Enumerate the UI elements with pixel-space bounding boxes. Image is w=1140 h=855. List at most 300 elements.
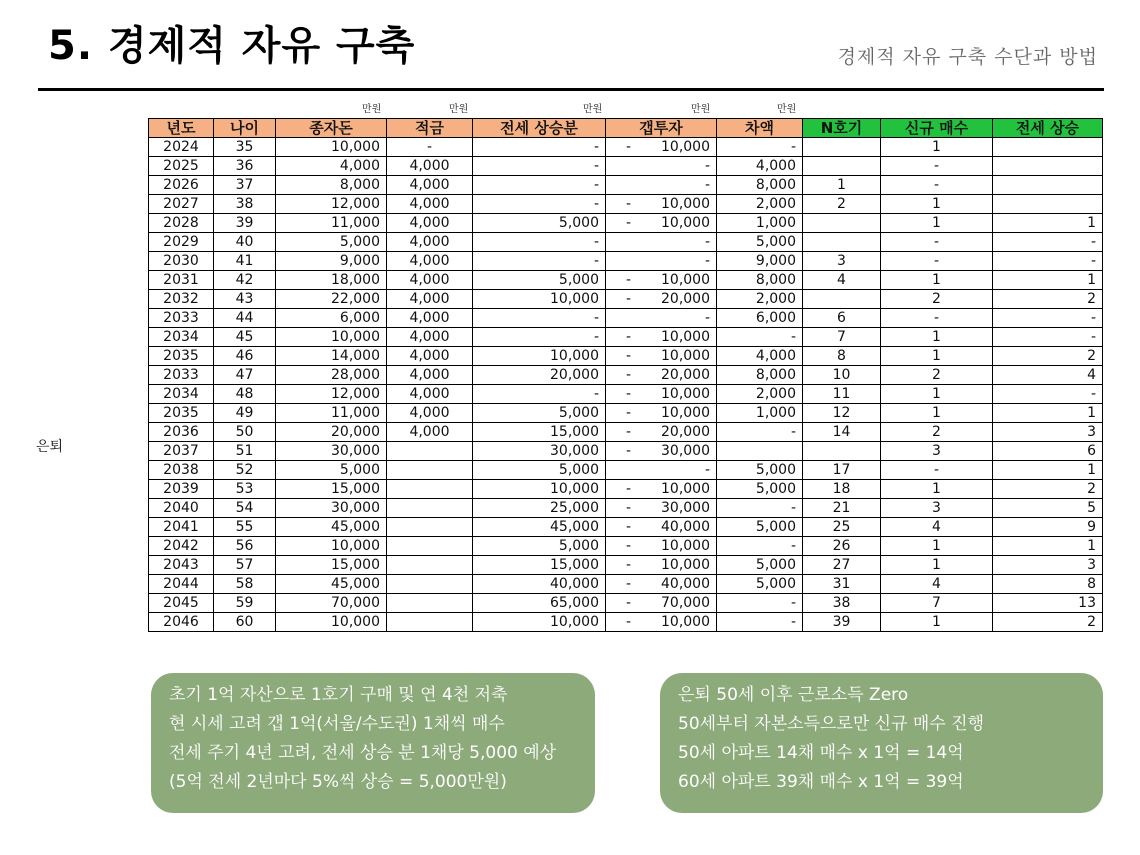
savings-cell — [387, 575, 473, 594]
gap-investment-cell: - 10,000 — [606, 138, 717, 157]
gap-investment-cell: - 10,000 — [606, 556, 717, 575]
year-cell: 2032 — [149, 290, 214, 309]
age-cell: 40 — [214, 233, 276, 252]
unit-number-cell: 14 — [803, 423, 881, 442]
difference-cell: 8,000 — [717, 366, 803, 385]
new-purchase-cell: 3 — [881, 442, 993, 461]
year-cell: 2046 — [149, 613, 214, 632]
table-row — [149, 613, 1103, 632]
gap-investment-cell: - 40,000 — [606, 575, 717, 594]
jeonse-increase-cell: 25,000 — [473, 499, 606, 518]
difference-cell: 5,000 — [717, 233, 803, 252]
note-line: 60세 아파트 39채 매수 x 1억 = 39억 — [678, 772, 964, 792]
jeonse-increase-cell: - — [473, 309, 606, 328]
new-purchase-cell: 2 — [881, 423, 993, 442]
note-line: 은퇴 50세 이후 근로소득 Zero — [678, 685, 909, 705]
age-cell: 38 — [214, 195, 276, 214]
table-row — [149, 233, 1103, 252]
new-purchase-cell: 3 — [881, 499, 993, 518]
seed-money-cell: 10,000 — [276, 328, 387, 347]
seed-money-cell: 30,000 — [276, 499, 387, 518]
age-cell: 44 — [214, 309, 276, 328]
age-cell: 58 — [214, 575, 276, 594]
difference-cell: 4,000 — [717, 347, 803, 366]
col-header-new-purchase: 신규 매수 — [881, 119, 993, 138]
table-body — [149, 138, 1103, 632]
table-row — [149, 575, 1103, 594]
difference-cell: 5,000 — [717, 575, 803, 594]
year-cell: 2043 — [149, 556, 214, 575]
gap-investment-cell: - 20,000 — [606, 423, 717, 442]
savings-cell: 4,000 — [387, 404, 473, 423]
unit-number-cell: 26 — [803, 537, 881, 556]
col-header-jeonse-rise: 전세 상승 — [993, 119, 1103, 138]
difference-cell: - — [717, 594, 803, 613]
jeonse-increase-cell: 10,000 — [473, 290, 606, 309]
age-cell: 41 — [214, 252, 276, 271]
unit-label: 만원 — [777, 104, 797, 115]
gap-investment-cell: - 10,000 — [606, 328, 717, 347]
col-header-seed-money: 종자돈 — [276, 119, 387, 138]
note-line: (5억 전세 2년마다 5%씩 상승 = 5,000만원) — [169, 772, 507, 792]
savings-cell — [387, 442, 473, 461]
table-row — [149, 290, 1103, 309]
unit-number-cell: 1 — [803, 176, 881, 195]
seed-money-cell: 14,000 — [276, 347, 387, 366]
gap-investment-cell: - — [606, 157, 717, 176]
seed-money-cell: 28,000 — [276, 366, 387, 385]
unit-number-cell: 10 — [803, 366, 881, 385]
unit-labels — [0, 100, 1140, 116]
difference-cell: - — [717, 423, 803, 442]
jeonse-increase-cell: - — [473, 233, 606, 252]
gap-investment-cell: - 10,000 — [606, 385, 717, 404]
savings-cell — [387, 537, 473, 556]
new-purchase-cell: 1 — [881, 195, 993, 214]
gap-investment-cell: - 70,000 — [606, 594, 717, 613]
gap-investment-cell: - 20,000 — [606, 366, 717, 385]
savings-cell: 4,000 — [387, 366, 473, 385]
jeonse-rise-cell: 8 — [993, 575, 1103, 594]
jeonse-rise-cell: 1 — [993, 537, 1103, 556]
age-cell: 52 — [214, 461, 276, 480]
savings-cell: 4,000 — [387, 423, 473, 442]
savings-cell: 4,000 — [387, 271, 473, 290]
difference-cell: 1,000 — [717, 214, 803, 233]
jeonse-rise-cell: 5 — [993, 499, 1103, 518]
seed-money-cell: 9,000 — [276, 252, 387, 271]
savings-cell — [387, 499, 473, 518]
note-line: 초기 1억 자산으로 1호기 구매 및 연 4천 저축 — [169, 685, 508, 705]
seed-money-cell: 10,000 — [276, 138, 387, 157]
jeonse-rise-cell: 6 — [993, 442, 1103, 461]
seed-money-cell: 22,000 — [276, 290, 387, 309]
jeonse-rise-cell: - — [993, 233, 1103, 252]
gap-investment-cell: - 30,000 — [606, 499, 717, 518]
age-cell: 53 — [214, 480, 276, 499]
age-cell: 49 — [214, 404, 276, 423]
gap-investment-cell: - 10,000 — [606, 214, 717, 233]
difference-cell: - — [717, 499, 803, 518]
difference-cell: - — [717, 138, 803, 157]
new-purchase-cell: 1 — [881, 404, 993, 423]
age-cell: 50 — [214, 423, 276, 442]
seed-money-cell: 4,000 — [276, 157, 387, 176]
jeonse-increase-cell: 65,000 — [473, 594, 606, 613]
seed-money-cell: 15,000 — [276, 556, 387, 575]
new-purchase-cell: 1 — [881, 328, 993, 347]
seed-money-cell: 5,000 — [276, 233, 387, 252]
gap-investment-cell: - 40,000 — [606, 518, 717, 537]
col-header-age: 나이 — [214, 119, 276, 138]
table-row — [149, 556, 1103, 575]
gap-investment-cell: - 10,000 — [606, 195, 717, 214]
new-purchase-cell: 2 — [881, 290, 993, 309]
gap-investment-cell: - 10,000 — [606, 347, 717, 366]
notes-box-right — [660, 673, 1103, 813]
new-purchase-cell: 1 — [881, 347, 993, 366]
difference-cell: 5,000 — [717, 518, 803, 537]
jeonse-increase-cell: 5,000 — [473, 404, 606, 423]
year-cell: 2028 — [149, 214, 214, 233]
year-cell: 2033 — [149, 309, 214, 328]
age-cell: 54 — [214, 499, 276, 518]
jeonse-rise-cell: - — [993, 328, 1103, 347]
gap-investment-cell: - 30,000 — [606, 442, 717, 461]
difference-cell: - — [717, 328, 803, 347]
retirement-label: 은퇴 — [36, 439, 64, 455]
table-row — [149, 347, 1103, 366]
gap-investment-cell: - — [606, 309, 717, 328]
seed-money-cell: 12,000 — [276, 385, 387, 404]
unit-number-cell: 8 — [803, 347, 881, 366]
table-row — [149, 328, 1103, 347]
age-cell: 57 — [214, 556, 276, 575]
unit-label: 만원 — [691, 104, 711, 115]
year-cell: 2033 — [149, 366, 214, 385]
savings-cell: 4,000 — [387, 214, 473, 233]
table-row — [149, 518, 1103, 537]
savings-cell: 4,000 — [387, 328, 473, 347]
gap-investment-cell: - 10,000 — [606, 404, 717, 423]
gap-investment-cell: - — [606, 252, 717, 271]
new-purchase-cell: 1 — [881, 480, 993, 499]
table-row — [149, 404, 1103, 423]
table-row — [149, 594, 1103, 613]
seed-money-cell: 10,000 — [276, 537, 387, 556]
savings-cell: 4,000 — [387, 233, 473, 252]
jeonse-increase-cell: - — [473, 195, 606, 214]
seed-money-cell: 30,000 — [276, 442, 387, 461]
table-row — [149, 385, 1103, 404]
title-divider — [38, 88, 1104, 91]
year-cell: 2026 — [149, 176, 214, 195]
jeonse-rise-cell: 3 — [993, 556, 1103, 575]
jeonse-rise-cell: 9 — [993, 518, 1103, 537]
page-title: 5. 경제적 자유 구축 — [48, 23, 416, 69]
seed-money-cell: 45,000 — [276, 575, 387, 594]
year-cell: 2030 — [149, 252, 214, 271]
seed-money-cell: 6,000 — [276, 309, 387, 328]
note-line: 50세 아파트 14채 매수 x 1억 = 14억 — [678, 743, 964, 763]
jeonse-increase-cell: - — [473, 328, 606, 347]
jeonse-increase-cell: 15,000 — [473, 423, 606, 442]
difference-cell: 8,000 — [717, 271, 803, 290]
gap-investment-cell: - 10,000 — [606, 537, 717, 556]
jeonse-increase-cell: 20,000 — [473, 366, 606, 385]
col-header-year: 년도 — [149, 119, 214, 138]
new-purchase-cell: 7 — [881, 594, 993, 613]
unit-number-cell: 11 — [803, 385, 881, 404]
note-line: 50세부터 자본소득으로만 신규 매수 진행 — [678, 714, 984, 734]
unit-number-cell — [803, 442, 881, 461]
difference-cell: 2,000 — [717, 385, 803, 404]
jeonse-rise-cell: 1 — [993, 404, 1103, 423]
unit-number-cell: 12 — [803, 404, 881, 423]
difference-cell: 8,000 — [717, 176, 803, 195]
age-cell: 43 — [214, 290, 276, 309]
unit-number-cell: 39 — [803, 613, 881, 632]
year-cell: 2044 — [149, 575, 214, 594]
seed-money-cell: 70,000 — [276, 594, 387, 613]
jeonse-increase-cell: - — [473, 157, 606, 176]
gap-investment-cell: - — [606, 233, 717, 252]
savings-cell: - — [387, 138, 473, 157]
unit-number-cell: 18 — [803, 480, 881, 499]
unit-number-cell: 6 — [803, 309, 881, 328]
savings-cell — [387, 613, 473, 632]
col-header-savings: 적금 — [387, 119, 473, 138]
new-purchase-cell: 1 — [881, 385, 993, 404]
jeonse-increase-cell: 5,000 — [473, 461, 606, 480]
age-cell: 48 — [214, 385, 276, 404]
seed-money-cell: 5,000 — [276, 461, 387, 480]
jeonse-rise-cell: 2 — [993, 290, 1103, 309]
jeonse-increase-cell: - — [473, 138, 606, 157]
new-purchase-cell: 4 — [881, 575, 993, 594]
age-cell: 51 — [214, 442, 276, 461]
seed-money-cell: 15,000 — [276, 480, 387, 499]
year-cell: 2039 — [149, 480, 214, 499]
difference-cell: 9,000 — [717, 252, 803, 271]
unit-label: 만원 — [449, 104, 469, 115]
table-row — [149, 157, 1103, 176]
table-row — [149, 252, 1103, 271]
age-cell: 59 — [214, 594, 276, 613]
year-cell: 2024 — [149, 138, 214, 157]
year-cell: 2031 — [149, 271, 214, 290]
savings-cell — [387, 518, 473, 537]
jeonse-rise-cell — [993, 157, 1103, 176]
age-cell: 47 — [214, 366, 276, 385]
jeonse-rise-cell: 2 — [993, 347, 1103, 366]
unit-number-cell — [803, 157, 881, 176]
savings-cell: 4,000 — [387, 176, 473, 195]
year-cell: 2038 — [149, 461, 214, 480]
new-purchase-cell: - — [881, 252, 993, 271]
jeonse-increase-cell: - — [473, 176, 606, 195]
savings-cell: 4,000 — [387, 195, 473, 214]
jeonse-increase-cell: 10,000 — [473, 480, 606, 499]
difference-cell — [717, 442, 803, 461]
jeonse-rise-cell: 1 — [993, 271, 1103, 290]
new-purchase-cell: - — [881, 176, 993, 195]
difference-cell: 5,000 — [717, 480, 803, 499]
jeonse-increase-cell: 45,000 — [473, 518, 606, 537]
col-header-gap-investment: 갭투자 — [606, 119, 717, 138]
table-header-row — [149, 119, 1103, 138]
unit-number-cell — [803, 138, 881, 157]
unit-number-cell: 2 — [803, 195, 881, 214]
new-purchase-cell: 1 — [881, 537, 993, 556]
jeonse-rise-cell — [993, 195, 1103, 214]
year-cell: 2034 — [149, 385, 214, 404]
jeonse-rise-cell — [993, 138, 1103, 157]
jeonse-rise-cell: 4 — [993, 366, 1103, 385]
age-cell: 39 — [214, 214, 276, 233]
new-purchase-cell: 1 — [881, 556, 993, 575]
table-row — [149, 138, 1103, 157]
new-purchase-cell: 1 — [881, 271, 993, 290]
investment-plan-table — [148, 118, 1103, 632]
difference-cell: 5,000 — [717, 461, 803, 480]
year-cell: 2034 — [149, 328, 214, 347]
difference-cell: 6,000 — [717, 309, 803, 328]
age-cell: 42 — [214, 271, 276, 290]
year-cell: 2035 — [149, 347, 214, 366]
page-subtitle: 경제적 자유 구축 수단과 방법 — [837, 46, 1098, 68]
unit-number-cell: 25 — [803, 518, 881, 537]
gap-investment-cell: - 10,000 — [606, 480, 717, 499]
savings-cell: 4,000 — [387, 252, 473, 271]
year-cell: 2037 — [149, 442, 214, 461]
year-cell: 2045 — [149, 594, 214, 613]
year-cell: 2042 — [149, 537, 214, 556]
unit-number-cell: 31 — [803, 575, 881, 594]
age-cell: 45 — [214, 328, 276, 347]
savings-cell — [387, 594, 473, 613]
unit-number-cell: 4 — [803, 271, 881, 290]
jeonse-increase-cell: - — [473, 385, 606, 404]
year-cell: 2027 — [149, 195, 214, 214]
unit-number-cell: 38 — [803, 594, 881, 613]
unit-number-cell: 21 — [803, 499, 881, 518]
savings-cell: 4,000 — [387, 385, 473, 404]
seed-money-cell: 10,000 — [276, 613, 387, 632]
seed-money-cell: 18,000 — [276, 271, 387, 290]
year-cell: 2035 — [149, 404, 214, 423]
table-row — [149, 366, 1103, 385]
jeonse-rise-cell: 13 — [993, 594, 1103, 613]
difference-cell: - — [717, 537, 803, 556]
jeonse-increase-cell: 5,000 — [473, 271, 606, 290]
jeonse-rise-cell: 1 — [993, 461, 1103, 480]
jeonse-rise-cell: - — [993, 309, 1103, 328]
table-row — [149, 423, 1103, 442]
year-cell: 2036 — [149, 423, 214, 442]
difference-cell: 4,000 — [717, 157, 803, 176]
unit-label: 만원 — [583, 104, 603, 115]
unit-label: 만원 — [362, 104, 382, 115]
gap-investment-cell: - 20,000 — [606, 290, 717, 309]
jeonse-increase-cell: 15,000 — [473, 556, 606, 575]
jeonse-increase-cell: 5,000 — [473, 537, 606, 556]
savings-cell: 4,000 — [387, 347, 473, 366]
unit-number-cell — [803, 290, 881, 309]
year-cell: 2040 — [149, 499, 214, 518]
year-cell: 2041 — [149, 518, 214, 537]
table-row — [149, 480, 1103, 499]
table-row — [149, 309, 1103, 328]
jeonse-rise-cell — [993, 176, 1103, 195]
note-line: 전세 주기 4년 고려, 전세 상승 분 1채당 5,000 예상 — [169, 743, 557, 763]
jeonse-increase-cell: 40,000 — [473, 575, 606, 594]
seed-money-cell: 12,000 — [276, 195, 387, 214]
unit-number-cell: 27 — [803, 556, 881, 575]
col-header-unit-number: N호기 — [803, 119, 881, 138]
gap-investment-cell: - 10,000 — [606, 271, 717, 290]
jeonse-increase-cell: 30,000 — [473, 442, 606, 461]
table-row — [149, 176, 1103, 195]
notes-box-left — [151, 673, 595, 813]
year-cell: 2025 — [149, 157, 214, 176]
gap-investment-cell: - 10,000 — [606, 613, 717, 632]
age-cell: 37 — [214, 176, 276, 195]
unit-number-cell — [803, 233, 881, 252]
age-cell: 36 — [214, 157, 276, 176]
seed-money-cell: 20,000 — [276, 423, 387, 442]
savings-cell — [387, 461, 473, 480]
seed-money-cell: 45,000 — [276, 518, 387, 537]
jeonse-increase-cell: 5,000 — [473, 214, 606, 233]
jeonse-rise-cell: - — [993, 385, 1103, 404]
jeonse-rise-cell: 3 — [993, 423, 1103, 442]
table-row — [149, 271, 1103, 290]
savings-cell: 4,000 — [387, 290, 473, 309]
new-purchase-cell: 1 — [881, 613, 993, 632]
note-line: 현 시세 고려 갭 1억(서울/수도권) 1채씩 매수 — [169, 714, 505, 734]
new-purchase-cell: 1 — [881, 214, 993, 233]
savings-cell — [387, 556, 473, 575]
savings-cell — [387, 480, 473, 499]
savings-cell: 4,000 — [387, 309, 473, 328]
age-cell: 60 — [214, 613, 276, 632]
new-purchase-cell: 1 — [881, 138, 993, 157]
jeonse-increase-cell: 10,000 — [473, 613, 606, 632]
table-row — [149, 461, 1103, 480]
difference-cell: 5,000 — [717, 556, 803, 575]
difference-cell: 1,000 — [717, 404, 803, 423]
new-purchase-cell: - — [881, 233, 993, 252]
seed-money-cell: 11,000 — [276, 214, 387, 233]
age-cell: 56 — [214, 537, 276, 556]
age-cell: 55 — [214, 518, 276, 537]
table-row — [149, 537, 1103, 556]
seed-money-cell: 8,000 — [276, 176, 387, 195]
difference-cell: - — [717, 613, 803, 632]
new-purchase-cell: 2 — [881, 366, 993, 385]
savings-cell: 4,000 — [387, 157, 473, 176]
unit-number-cell: 7 — [803, 328, 881, 347]
table-row — [149, 442, 1103, 461]
gap-investment-cell: - — [606, 176, 717, 195]
new-purchase-cell: - — [881, 309, 993, 328]
age-cell: 35 — [214, 138, 276, 157]
jeonse-rise-cell: 2 — [993, 480, 1103, 499]
jeonse-rise-cell: 2 — [993, 613, 1103, 632]
jeonse-increase-cell: 10,000 — [473, 347, 606, 366]
gap-investment-cell: - — [606, 461, 717, 480]
